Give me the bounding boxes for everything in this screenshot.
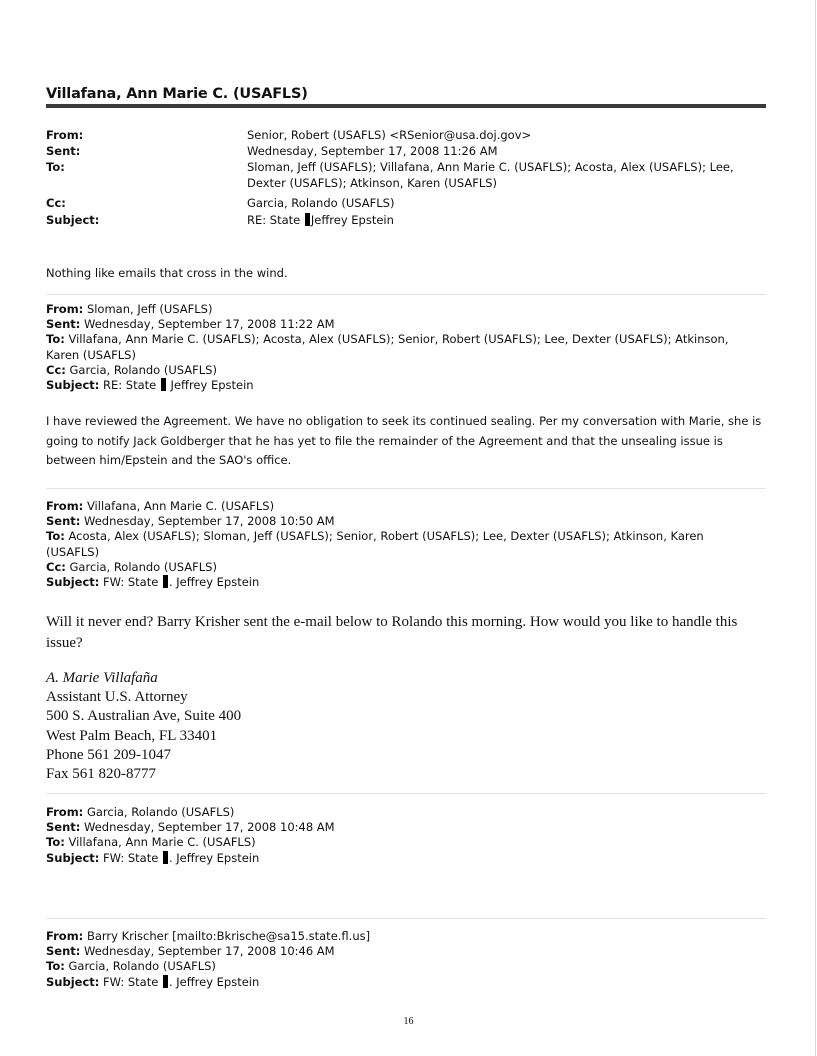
header-subject-value [247,212,777,228]
subject-suffix: . Jeffrey Epstein [168,575,260,590]
message-header [46,302,768,393]
sent-label: Sent: [46,944,81,959]
separator [46,488,766,489]
redaction-block [163,575,168,588]
header-to-value-line1: Sloman, Jeff (USAFLS); Villafana, Ann Marie C. (USAFLS); Acosta, Alex (USAFLS); Lee, [247,160,734,174]
from-value: Garcia, Rolando (USAFLS) [86,805,235,819]
redaction-block [163,975,168,988]
subject-prefix: FW: State [103,850,162,865]
body-text: Nothing like emails that cross in the wind. [46,266,288,280]
subject-label: Subject: [46,378,100,393]
to-value-line1: Acosta, Alex (USAFLS); Sloman, Jeff (USAFLS); Senior, Robert (USAFLS); Lee, Dexter (USAFLS); Atkinson, Karen [68,529,704,544]
signature-fax: Fax 561 820-8777 [46,766,156,783]
signature-phone: Phone 561 209-1047 [46,746,171,763]
from-label: From: [46,302,84,316]
page-edge [815,0,816,1056]
signature-name: A. Marie Villafaña [46,670,158,686]
cc-value: Garcia, Rolando (USAFLS) [69,559,217,574]
subject-prefix: RE: State [247,213,304,227]
to-value-line1: Villafana, Ann Marie C. (USAFLS) [68,835,256,850]
subject-prefix: FW: State [103,974,162,989]
page-number: 16 [403,1016,414,1027]
subject-label: Subject: [46,850,100,865]
sent-label: Sent: [46,514,81,529]
subject-prefix: FW: State [103,575,162,590]
sent-value: Wednesday, September 17, 2008 11:22 AM [84,317,335,332]
to-value-line2: Karen (USAFLS) [46,347,136,362]
cc-value: Garcia, Rolando (USAFLS) [69,362,217,377]
subject-suffix: Jeffrey Epstein [166,378,254,393]
redaction-block [161,378,166,391]
separator [46,918,766,919]
header-from-value: Senior, Robert (USAFLS) <RSenior@usa.doj.gov> [247,128,532,142]
redaction-block [163,851,168,864]
header-cc-label: Cc: [46,196,66,210]
subject-label: Subject: [46,575,100,590]
redaction-block [305,213,310,226]
signature-address2: West Palm Beach, FL 33401 [46,727,218,744]
subject-label: Subject: [46,974,100,989]
title-rule [46,104,766,108]
message-header [46,929,768,990]
cc-label: Cc: [46,362,66,377]
subject-prefix: RE: State [103,378,160,393]
signature-title: Assistant U.S. Attorney [46,689,188,706]
subject-suffix: . Jeffrey Epstein [168,974,260,989]
from-label: From: [46,499,84,513]
to-label: To: [46,959,65,974]
to-label: To: [46,835,65,850]
message-header [46,805,768,866]
subject-suffix: . Jeffrey Epstein [168,850,260,865]
signature-block [46,669,241,784]
cc-label: Cc: [46,559,66,574]
header-cc-value: Garcia, Rolando (USAFLS) [247,196,395,210]
separator [46,294,766,295]
sent-label: Sent: [46,820,81,835]
to-value-line2: (USAFLS) [46,544,100,559]
from-label: From: [46,805,84,819]
from-label: From: [46,929,84,943]
from-value: Sloman, Jeff (USAFLS) [86,302,213,316]
message-body: I have reviewed the Agreement. We have no obligation to seek its continued sealing. Per my conversation with Marie, she is going to notify Jack Goldberger that he has yet to file the remainder of the Agreement and that the unsealing issue is between him/Epstein and the SAO's office. [46,414,762,467]
header-to-value-line2: Dexter (USAFLS); Atkinson, Karen (USAFLS) [247,176,498,190]
to-label: To: [46,529,65,544]
from-value: Villafana, Ann Marie C. (USAFLS) [86,499,275,513]
sent-value: Wednesday, September 17, 2008 10:48 AM [84,820,335,835]
header-sent-label: Sent: [46,144,81,158]
document-title: Villafana, Ann Marie C. (USAFLS) [46,86,308,102]
header-from-label: From: [46,128,84,142]
sent-value: Wednesday, September 17, 2008 10:50 AM [84,514,335,529]
header-to-label: To: [46,160,65,174]
to-label: To: [46,332,65,347]
to-value-line1: Garcia, Rolando (USAFLS) [68,959,216,974]
header-subject-label: Subject: [46,213,100,227]
sent-label: Sent: [46,317,81,332]
from-value: Barry Krischer [mailto:Bkrische@sa15.state.fl.us] [86,929,371,943]
message-body: Will it never end? Barry Krisher sent the e-mail below to Rolando this morning. How would you like to handle this issue? [46,614,738,651]
subject-suffix: Jeffrey Epstein [310,213,394,227]
to-value-line1: Villafana, Ann Marie C. (USAFLS); Acosta, Alex (USAFLS); Senior, Robert (USAFLS); Lee, Dexter (USAFLS); Atkinson, [68,332,729,347]
signature-address1: 500 S. Australian Ave, Suite 400 [46,708,242,725]
sent-value: Wednesday, September 17, 2008 10:46 AM [84,944,335,959]
separator [46,793,766,794]
message-header [46,499,768,590]
header-sent-value: Wednesday, September 17, 2008 11:26 AM [247,144,498,158]
